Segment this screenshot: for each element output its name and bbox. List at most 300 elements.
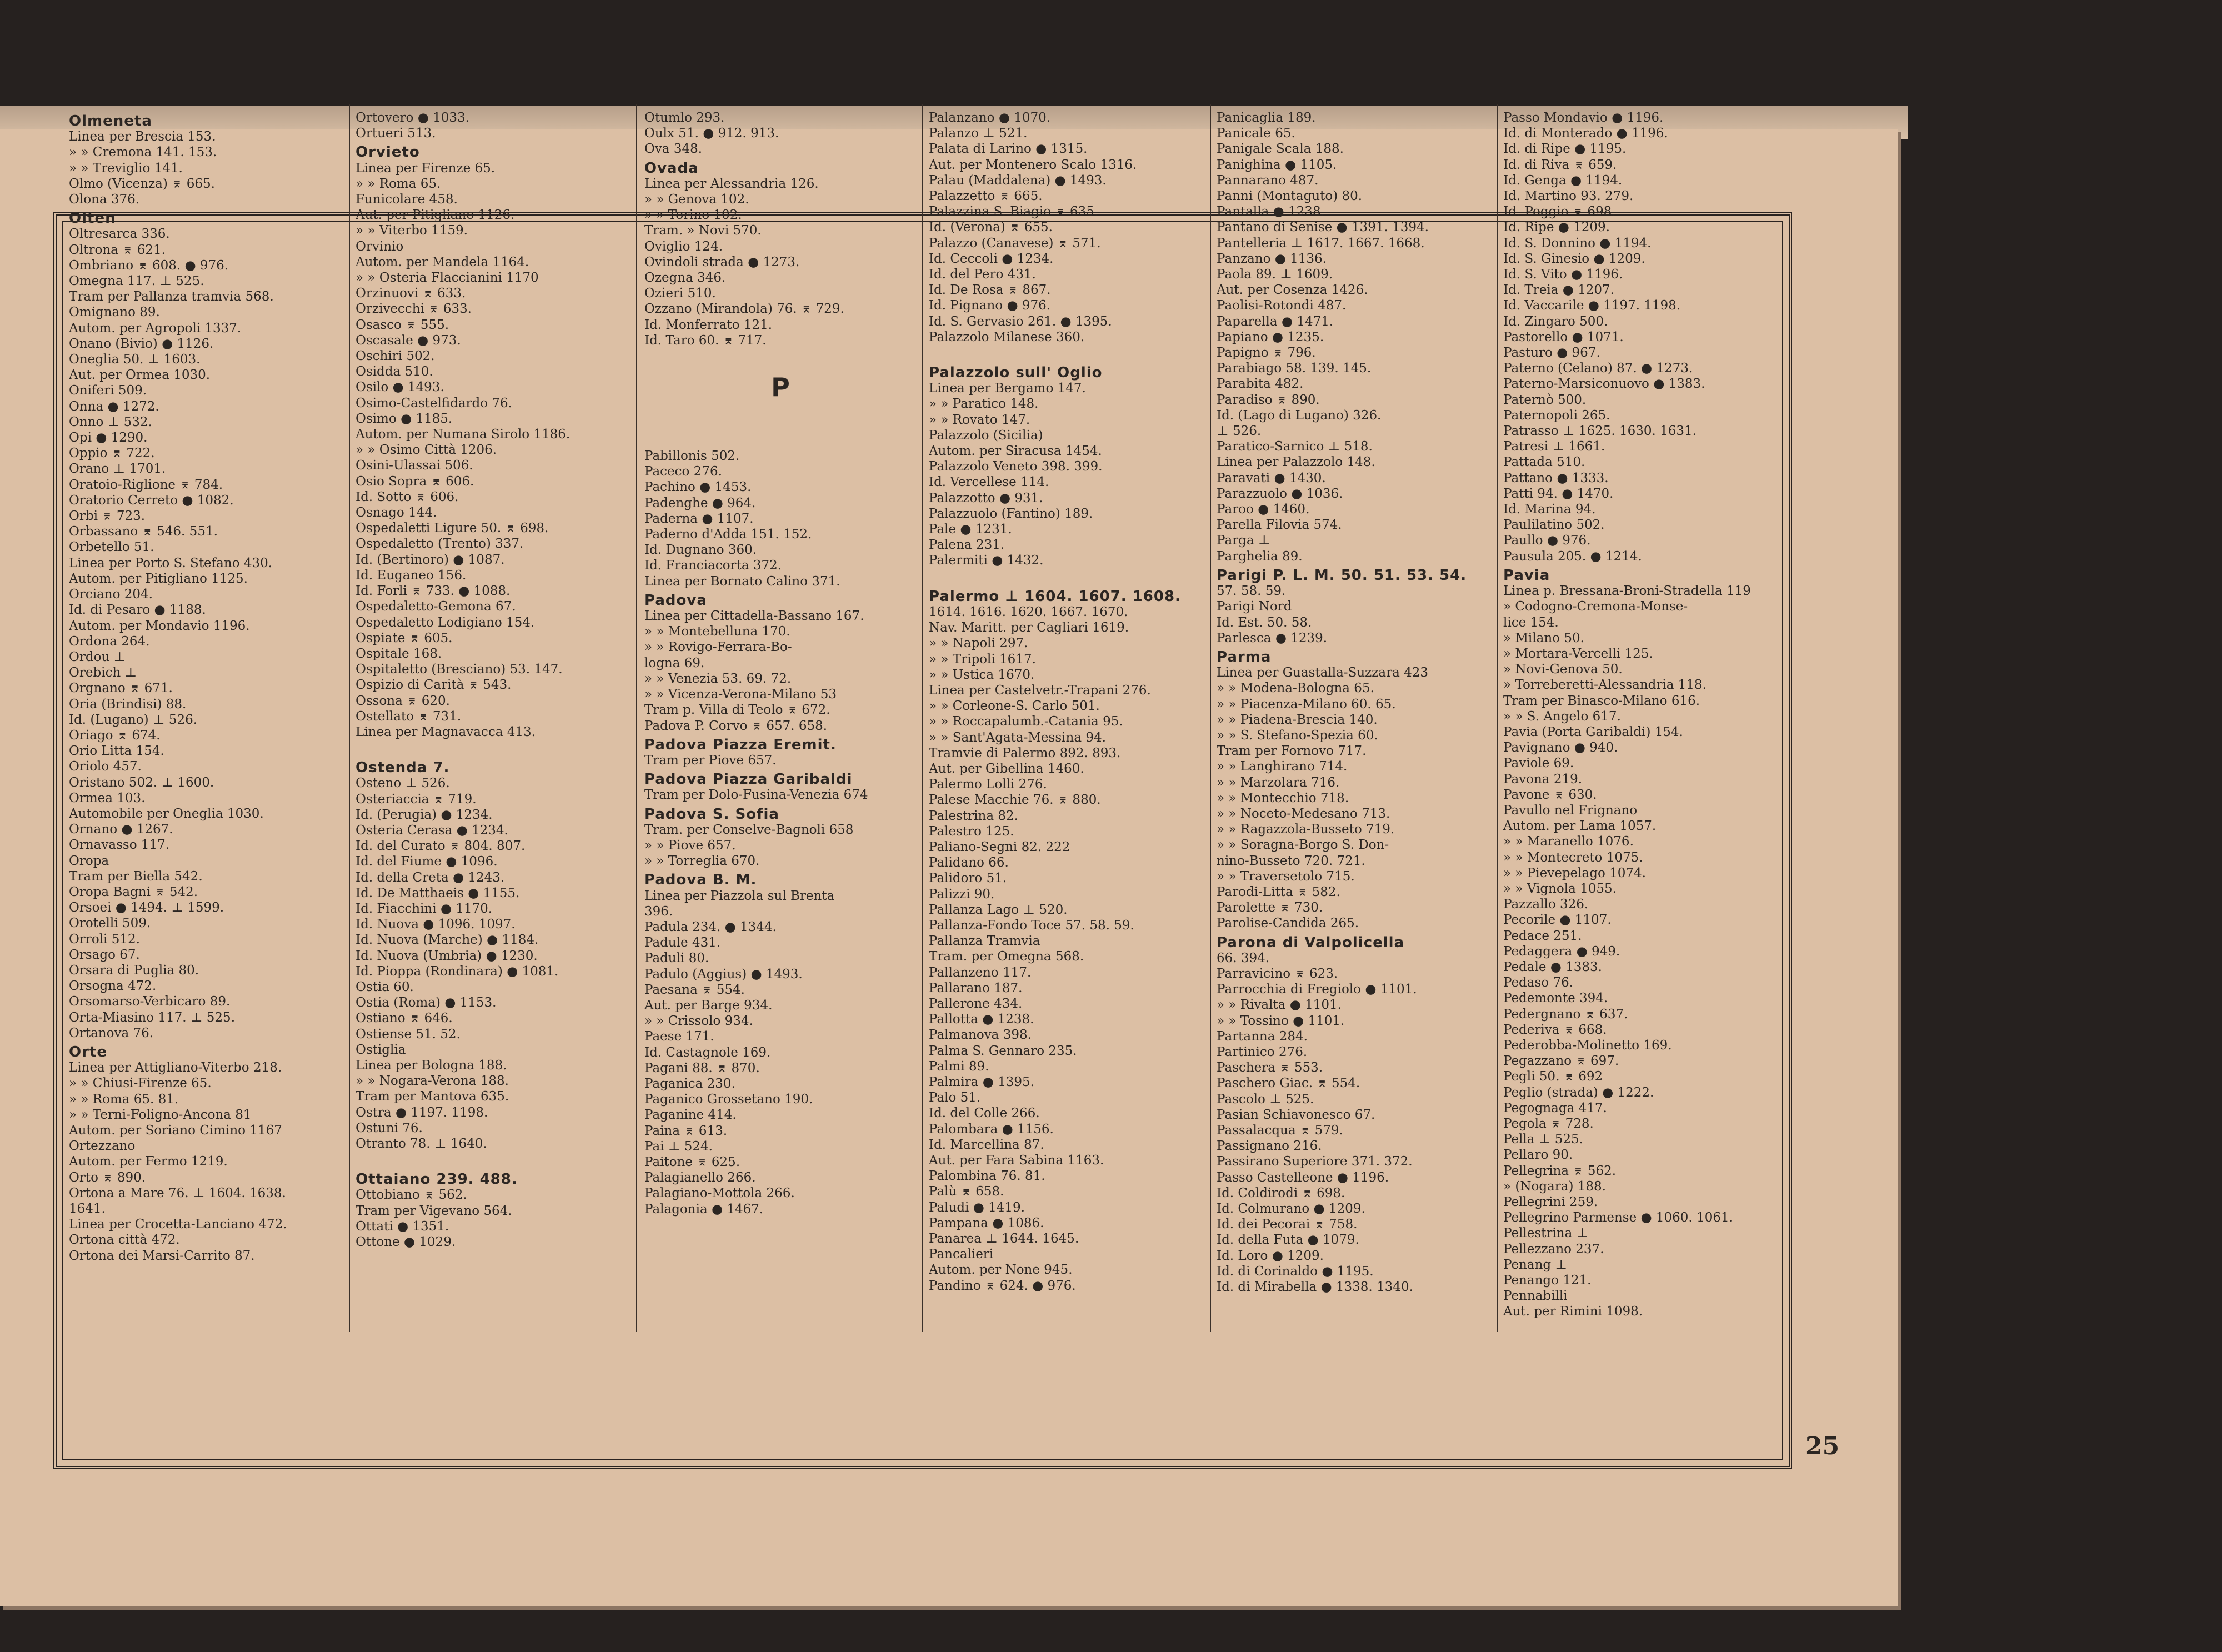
index-entry: Palena 231. <box>929 538 1005 553</box>
index-entry: Palermiti ● 1432. <box>929 553 1044 568</box>
index-entry: Linea per Attigliano-Viterbo 218. <box>69 1060 282 1075</box>
index-entry: Id. Marina 94. <box>1503 502 1596 517</box>
index-entry: » » Vignola 1055. <box>1503 881 1617 896</box>
index-entry: Pazzallo 326. <box>1503 897 1589 912</box>
index-entry: » Codogno-Cremona-Monse- <box>1503 599 1688 614</box>
index-entry: Ordona 264. <box>69 634 150 649</box>
index-entry: Id. (Verona) ⌆ 655. <box>929 220 1053 235</box>
index-column-1 <box>69 110 341 1321</box>
index-entry: Aut. per Gibellina 1460. <box>929 761 1084 776</box>
index-entry: Paterno-Marsiconuovo ● 1383. <box>1503 377 1705 392</box>
index-entry: Ornavasso 117. <box>69 838 170 853</box>
index-entry: » » Rivalta ● 1101. <box>1217 998 1342 1013</box>
index-entry: Oneglia 50. ⊥ 1603. <box>69 352 201 367</box>
index-entry: Pallerone 434. <box>929 996 1023 1011</box>
index-entry: Nav. Maritt. per Cagliari 1619. <box>929 620 1129 635</box>
index-entry: Autom. per Fermo 1219. <box>69 1154 228 1169</box>
index-entry: Id. Franciacorta 372. <box>644 558 782 573</box>
index-entry: Osimo-Castelfidardo 76. <box>356 396 512 411</box>
index-entry: Autom. per None 945. <box>929 1263 1073 1278</box>
index-entry: Parabita 482. <box>1217 377 1304 392</box>
index-entry: Partanna 284. <box>1217 1029 1308 1044</box>
index-entry: Ostellato ⌆ 731. <box>356 709 462 724</box>
index-entry: Patresi ⊥ 1661. <box>1503 439 1605 454</box>
index-entry: Panzano ● 1136. <box>1217 251 1327 266</box>
index-entry: Id. Est. 50. 58. <box>1217 615 1312 630</box>
index-entry: » » Torreglia 670. <box>644 854 760 869</box>
index-entry <box>356 740 628 757</box>
index-entry: Patti 94. ● 1470. <box>1503 486 1614 501</box>
index-entry: Paitone ⌆ 625. <box>644 1154 740 1169</box>
index-entry: Oviglio 124. <box>644 239 723 254</box>
index-entry: Osasco ⌆ 555. <box>356 317 449 332</box>
index-entry: Palanzo ⊥ 521. <box>929 126 1028 141</box>
index-entry: Autom. per Agropoli 1337. <box>69 321 242 336</box>
index-entry: Parodi-Litta ⌆ 582. <box>1217 884 1340 899</box>
index-entry: Oltresarca 336. <box>69 227 170 242</box>
index-entry: Autom. per Mandela 1164. <box>356 254 529 269</box>
index-entry: Osteno ⊥ 526. <box>356 776 450 791</box>
index-entry: Tram per Dolo-Fusina-Venezia 674 <box>644 788 868 803</box>
index-entry: » » Montecreto 1075. <box>1503 850 1643 865</box>
index-entry: Onna ● 1272. <box>69 399 159 414</box>
index-entry: Orotelli 509. <box>69 916 151 931</box>
index-entry: Id. del Curato ⌆ 804. 807. <box>356 839 526 854</box>
index-entry: » » Montebelluna 170. <box>644 624 790 639</box>
index-entry: Palestrina 82. <box>929 808 1018 823</box>
index-entry: Paina ⌆ 613. <box>644 1123 728 1138</box>
index-entry: Id. Treia ● 1207. <box>1503 283 1614 298</box>
index-entry: Aut. per Cosenza 1426. <box>1217 283 1368 298</box>
index-entry: Onno ⊥ 532. <box>69 414 152 429</box>
index-entry: » » Tripoli 1617. <box>929 652 1036 667</box>
index-entry: Palizzi 90. <box>929 887 995 902</box>
index-entry: Orroli 512. <box>69 932 140 947</box>
index-entry: Ospedaletto-Gemona 67. <box>356 599 516 614</box>
index-entry: » » Chiusi-Firenze 65. <box>69 1076 212 1091</box>
index-entry: Oriolo 457. <box>69 759 142 774</box>
index-entry: Osnago 144. <box>356 505 437 520</box>
index-heading: Ovada <box>644 160 699 176</box>
index-entry: Palagonia ● 1467. <box>644 1202 764 1217</box>
index-entry: Parazzuolo ● 1036. <box>1217 486 1343 501</box>
index-entry: 396. <box>644 904 673 919</box>
index-entry: Paullo ● 976. <box>1503 533 1591 548</box>
index-entry: 66. 394. <box>1217 950 1270 965</box>
index-entry: Pastorello ● 1071. <box>1503 329 1624 344</box>
index-entry: Otumlo 293. <box>644 111 725 125</box>
index-heading: Padova Piazza Garibaldi <box>644 772 853 788</box>
index-entry: Paviole 69. <box>1503 756 1574 771</box>
index-entry: 1641. <box>69 1202 106 1217</box>
index-entry: Orsoei ● 1494. ⊥ 1599. <box>69 900 224 915</box>
index-heading: Padova S. Sofia <box>644 806 779 822</box>
index-entry: Paulilatino 502. <box>1503 518 1605 533</box>
index-entry: Id. Castagnole 169. <box>644 1045 771 1060</box>
index-entry: Pederobba-Molinetto 169. <box>1503 1038 1672 1053</box>
index-entry: Id. De Matthaeis ● 1155. <box>356 885 520 900</box>
index-entry: Id. Loro ● 1209. <box>1217 1248 1324 1263</box>
index-entry: » » Pievepelago 1074. <box>1503 865 1646 880</box>
index-entry: Id. Pignano ● 976. <box>929 298 1051 313</box>
index-entry: Palestro 125. <box>929 824 1014 839</box>
index-entry: Partinico 276. <box>1217 1044 1308 1059</box>
index-entry: Oristano 502. ⊥ 1600. <box>69 775 214 790</box>
index-entry: » » Corleone-S. Carlo 501. <box>929 699 1100 714</box>
index-entry: Id. Dugnano 360. <box>644 543 757 558</box>
index-entry: » » Napoli 297. <box>929 636 1028 651</box>
index-entry: Pellegrini 259. <box>1503 1195 1598 1210</box>
index-entry: Pantalla ● 1238. <box>1217 204 1325 219</box>
index-entry: Id. Martino 93. 279. <box>1503 189 1634 204</box>
index-entry: Pellegrina ⌆ 562. <box>1503 1163 1617 1178</box>
index-entry: Aut. per Fara Sabina 1163. <box>929 1153 1104 1168</box>
index-entry: Pannarano 487. <box>1217 173 1319 188</box>
index-heading: Olmeneta <box>69 113 152 129</box>
index-entry: Ospiate ⌆ 605. <box>356 630 453 645</box>
index-entry: Autom. per Soriano Cimino 1167 <box>69 1123 282 1138</box>
index-entry: Pedaso 76. <box>1503 975 1574 990</box>
index-entry: Pavignano ● 940. <box>1503 740 1618 755</box>
index-entry: Orio Litta 154. <box>69 744 164 759</box>
index-entry: » » Soragna-Borgo S. Don- <box>1217 838 1389 853</box>
index-entry: Padule 431. <box>644 935 721 950</box>
index-entry: Pavone ⌆ 630. <box>1503 787 1597 802</box>
index-entry: Pederiva ⌆ 668. <box>1503 1022 1607 1037</box>
index-entry: » » Nogara-Verona 188. <box>356 1074 509 1089</box>
index-entry: Oropa <box>69 853 109 868</box>
index-entry <box>929 569 1201 585</box>
index-heading: Palazzolo sull' Oglio <box>929 365 1103 381</box>
index-entry: » » Tossino ● 1101. <box>1217 1013 1345 1028</box>
index-entry <box>929 345 1201 362</box>
index-entry: Penango 121. <box>1503 1273 1592 1288</box>
index-entry: Patrasso ⊥ 1625. 1630. 1631. <box>1503 424 1696 439</box>
index-entry: Id. (Lugano) ⊥ 526. <box>69 712 198 727</box>
index-entry <box>356 1152 628 1168</box>
index-entry: Orbi ⌆ 723. <box>69 509 146 524</box>
index-entry: Id. Genga ● 1194. <box>1503 173 1623 188</box>
index-entry: Pavullo nel Frignano <box>1503 803 1638 818</box>
index-entry: » » Paratico 148. <box>929 397 1039 412</box>
index-entry: Linea per Porto S. Stefano 430. <box>69 555 273 570</box>
index-entry: Ottobiano ⌆ 562. <box>356 1188 467 1203</box>
index-entry: Panni (Montaguto) 80. <box>1217 189 1363 204</box>
index-entry: Palau (Maddalena) ● 1493. <box>929 173 1107 188</box>
index-entry: Pattada 510. <box>1503 455 1585 470</box>
index-entry: Paludi ● 1419. <box>929 1200 1025 1215</box>
index-entry: Palombina 76. 81. <box>929 1169 1045 1184</box>
index-entry: Orto ⌆ 890. <box>69 1170 146 1185</box>
index-entry: Ospedaletto Lodigiano 154. <box>356 615 535 630</box>
column-divider <box>636 104 637 1332</box>
index-entry: Paratico-Sarnico ⊥ 518. <box>1217 439 1373 454</box>
index-entry: Id. di Riva ⌆ 659. <box>1503 157 1617 172</box>
index-entry: Linea per Bergamo 147. <box>929 381 1086 396</box>
index-heading: Parma <box>1217 649 1272 665</box>
index-heading: Orte <box>69 1044 107 1060</box>
index-entry: Opi ● 1290. <box>69 430 148 445</box>
index-entry: Id. S. Gervasio 261. ● 1395. <box>929 314 1112 329</box>
index-entry: Oulx 51. ● 912. 913. <box>644 126 779 141</box>
index-entry: » » Roma 65. 81. <box>69 1092 179 1107</box>
index-entry: Paschero Giac. ⌆ 554. <box>1217 1076 1360 1091</box>
index-entry: Ottati ● 1351. <box>356 1219 449 1234</box>
index-entry: 57. 58. 59. <box>1217 584 1286 599</box>
index-entry: Orciano 204. <box>69 587 153 602</box>
index-entry: Id. del Pero 431. <box>929 267 1036 282</box>
index-entry: 1614. 1616. 1620. 1667. 1670. <box>929 604 1128 619</box>
index-entry: Palagianello 266. <box>644 1170 756 1185</box>
index-heading: Parigi P. L. M. 50. 51. 53. 54. <box>1217 567 1467 584</box>
index-entry: Aut. per Montenero Scalo 1316. <box>929 157 1137 172</box>
index-entry: Passirano Superiore 371. 372. <box>1217 1154 1413 1169</box>
index-entry: Pegola ⌆ 728. <box>1503 1117 1594 1131</box>
index-entry: Id. Pioppa (Rondinara) ● 1081. <box>356 964 559 979</box>
index-entry: Oratorio Cerreto ● 1082. <box>69 493 234 508</box>
index-entry: Palidoro 51. <box>929 871 1007 886</box>
index-entry: » » Langhirano 714. <box>1217 759 1348 774</box>
index-entry: Id. dei Pecorai ⌆ 758. <box>1217 1217 1358 1232</box>
index-entry: Tram. per Conselve-Bagnoli 658 <box>644 822 854 837</box>
index-entry: Paganine 414. <box>644 1108 737 1123</box>
index-entry: » » Roccapalumb.-Catania 95. <box>929 714 1123 729</box>
index-heading: Padova Piazza Eremit. <box>644 737 837 753</box>
index-entry: Paduli 80. <box>644 951 709 966</box>
index-entry: Parigi Nord <box>1217 599 1292 614</box>
index-entry: Autom. per Mondavio 1196. <box>69 618 250 633</box>
index-entry: lice 154. <box>1503 615 1559 630</box>
index-entry: Automobile per Oneglia 1030. <box>69 806 264 821</box>
index-entry: Paola 89. ⊥ 1609. <box>1217 267 1333 282</box>
index-entry: Palagiano-Mottola 266. <box>644 1186 795 1201</box>
index-entry: Id. Nuova ● 1096. 1097. <box>356 917 516 932</box>
index-entry: Pavona 219. <box>1503 772 1583 787</box>
index-entry: Palmi 89. <box>929 1059 989 1074</box>
index-entry: nino-Busseto 720. 721. <box>1217 853 1365 868</box>
index-entry: Osimo ● 1185. <box>356 411 453 426</box>
index-entry: Pegli 50. ⌆ 692 <box>1503 1069 1603 1084</box>
index-entry: Oppio ⌆ 722. <box>69 446 155 461</box>
index-entry: Ostuni 76. <box>356 1120 423 1135</box>
index-heading: Pavia <box>1503 567 1550 584</box>
index-entry: Tram p. Villa di Teolo ⌆ 672. <box>644 703 830 718</box>
index-entry: Ottone ● 1029. <box>356 1235 456 1250</box>
index-entry: Passo Castelleone ● 1196. <box>1217 1170 1389 1185</box>
index-entry: » » Terni-Foligno-Ancona 81 <box>69 1107 252 1122</box>
index-entry: Ortezzano <box>69 1139 136 1154</box>
index-entry: Parga ⊥ <box>1217 533 1270 548</box>
index-entry: Linea per Crocetta-Lanciano 472. <box>69 1217 287 1232</box>
index-entry: Oniferi 509. <box>69 383 147 398</box>
index-entry: Ostra ● 1197. 1198. <box>356 1105 488 1120</box>
index-entry: Pasian Schiavonesco 67. <box>1217 1107 1375 1122</box>
index-heading: Palermo ⊥ 1604. 1607. 1608. <box>929 588 1181 604</box>
index-entry: Paganica 230. <box>644 1076 735 1091</box>
index-entry: Id. Forli ⌆ 733. ● 1088. <box>356 584 511 599</box>
index-entry: Linea per Castelvetr.-Trapani 276. <box>929 683 1151 698</box>
index-entry: Linea per Firenze 65. <box>356 161 496 176</box>
index-entry: Ospedaletti Ligure 50. ⌆ 698. <box>356 521 549 536</box>
index-entry: Parghelia 89. <box>1217 549 1303 564</box>
index-entry: Panighina ● 1105. <box>1217 157 1337 172</box>
index-entry: Pausula 205. ● 1214. <box>1503 549 1642 564</box>
index-entry: Ostia 60. <box>356 979 414 994</box>
index-entry: » Milano 50. <box>1503 630 1584 645</box>
index-entry: Pampana ● 1086. <box>929 1215 1044 1230</box>
index-entry: Papiano ● 1235. <box>1217 329 1324 344</box>
column-divider <box>349 104 350 1332</box>
index-entry: Pellestrina ⊥ <box>1503 1226 1589 1241</box>
index-entry: Id. Monferrato 121. <box>644 317 773 332</box>
index-entry: Palù ⌆ 658. <box>929 1184 1004 1199</box>
index-entry: Tram per Piove 657. <box>644 753 777 768</box>
index-entry: Otranto 78. ⊥ 1640. <box>356 1137 487 1151</box>
index-entry: Pella ⊥ 525. <box>1503 1132 1583 1147</box>
index-entry: Pallotta ● 1238. <box>929 1012 1034 1027</box>
index-entry: Pennabilli <box>1503 1289 1568 1304</box>
index-entry: Id. della Creta ● 1243. <box>356 870 505 885</box>
index-entry: » » Venezia 53. 69. 72. <box>644 671 792 686</box>
index-entry: Ortanova 76. <box>69 1025 154 1040</box>
index-entry: Oltrona ⌆ 621. <box>69 242 166 257</box>
index-entry: Pantano di Senise ● 1391. 1394. <box>1217 220 1429 235</box>
index-heading: Padova <box>644 592 707 609</box>
index-entry: Tramvie di Palermo 892. 893. <box>929 745 1121 760</box>
index-entry: Id. Fiacchini ● 1170. <box>356 901 493 916</box>
index-entry: Osilo ● 1493. <box>356 380 444 395</box>
index-entry: Padenghe ● 964. <box>644 495 756 510</box>
index-entry: Orsomarso-Verbicaro 89. <box>69 994 231 1009</box>
index-entry: Id. Nuova (Umbria) ● 1230. <box>356 948 538 963</box>
index-entry: Paparella ● 1471. <box>1217 314 1334 329</box>
index-entry: Linea per Piazzola sul Brenta <box>644 888 835 903</box>
index-entry: Id. Coldirodi ⌆ 698. <box>1217 1185 1345 1200</box>
index-entry: Tram per Fornovo 717. <box>1217 744 1367 759</box>
index-entry: Autom. per Pitigliano 1125. <box>69 571 248 586</box>
index-entry: Palazzetto ⌆ 665. <box>929 189 1043 204</box>
index-entry: Id. di Ripe ● 1195. <box>1503 142 1627 157</box>
index-entry: Aut. per Rimini 1098. <box>1503 1304 1643 1319</box>
index-entry: Ostiano ⌆ 646. <box>356 1011 453 1026</box>
index-heading: Parona di Valpolicella <box>1217 934 1405 950</box>
index-entry: Osteriaccia ⌆ 719. <box>356 792 477 807</box>
index-entry: Linea per Bornato Calino 371. <box>644 574 840 589</box>
index-entry: Osidda 510. <box>356 364 433 379</box>
index-entry: Tram per Binasco-Milano 616. <box>1503 693 1700 708</box>
index-entry: Ostiense 51. 52. <box>356 1027 461 1042</box>
index-entry: Padula 234. ● 1344. <box>644 919 777 934</box>
index-entry: Pedemonte 394. <box>1503 991 1608 1006</box>
index-entry: » » Modena-Bologna 65. <box>1217 681 1374 696</box>
index-column-2 <box>356 110 628 1321</box>
index-entry: Parrocchia di Fregiolo ● 1101. <box>1217 982 1417 997</box>
index-entry: » » Sant'Agata-Messina 94. <box>929 730 1106 745</box>
index-entry: Pavia (Porta Garibaldi) 154. <box>1503 724 1683 739</box>
index-entry: Pantelleria ⊥ 1617. 1667. 1668. <box>1217 236 1425 251</box>
index-entry: » » Piadena-Brescia 140. <box>1217 712 1378 727</box>
index-entry: Paliano-Segni 82. 222 <box>929 839 1070 854</box>
index-entry: Id. Ripe ● 1209. <box>1503 220 1610 235</box>
column-divider <box>1497 104 1498 1332</box>
page-number: 25 <box>1805 1432 1840 1460</box>
index-entry: Osini-Ulassai 506. <box>356 458 473 473</box>
index-column-4 <box>929 110 1201 1321</box>
index-entry: Paravati ● 1430. <box>1217 470 1326 485</box>
index-entry: Orebich ⊥ <box>69 665 137 680</box>
index-entry: Palazzo (Canavese) ⌆ 571. <box>929 236 1101 251</box>
index-entry: Passo Mondavio ● 1196. <box>1503 111 1664 125</box>
index-entry: » » Rovigo-Ferrara-Bo- <box>644 640 792 655</box>
index-entry: Paternopoli 265. <box>1503 408 1610 423</box>
index-entry: Pattano ● 1333. <box>1503 470 1609 485</box>
index-entry: Autom. per Siracusa 1454. <box>929 444 1102 459</box>
index-entry: Oschiri 502. <box>356 349 435 364</box>
index-entry: Olmo (Vicenza) ⌆ 665. <box>69 176 215 191</box>
index-entry: Ormea 103. <box>69 790 146 805</box>
index-entry: Ostiglia <box>356 1042 406 1057</box>
index-entry: Ospizio di Carità ⌆ 543. <box>356 678 512 693</box>
index-entry: Panicaglia 189. <box>1217 111 1316 125</box>
index-entry: Id. Vaccarile ● 1197. 1198. <box>1503 298 1681 313</box>
index-entry: Orano ⊥ 1701. <box>69 462 166 477</box>
index-entry: Ordou ⊥ <box>69 649 126 664</box>
index-entry: Ospedaletto (Trento) 337. <box>356 537 524 552</box>
index-entry: Orbetello 51. <box>69 540 154 555</box>
index-entry: Id. Ceccoli ● 1234. <box>929 251 1054 266</box>
index-entry: » » Crissolo 934. <box>644 1014 753 1029</box>
index-entry: Pallanza-Fondo Toce 57. 58. 59. <box>929 918 1134 933</box>
index-entry: Padova P. Corvo ⌆ 657. 658. <box>644 718 828 733</box>
index-entry: Parravicino ⌆ 623. <box>1217 966 1338 981</box>
index-entry: Ombriano ⌆ 608. ● 976. <box>69 258 229 273</box>
index-entry: Autom. per Lama 1057. <box>1503 819 1657 834</box>
index-entry: Orzinuovi ⌆ 633. <box>356 286 466 301</box>
index-entry: Tram per Mantova 635. <box>356 1089 509 1104</box>
index-entry: Ortona a Mare 76. ⊥ 1604. 1638. <box>69 1185 286 1200</box>
index-entry: Id. del Fiume ● 1096. <box>356 854 498 869</box>
index-entry: Pegazzano ⌆ 697. <box>1503 1054 1619 1069</box>
index-entry: Olona 376. <box>69 192 140 207</box>
index-entry: Aut. per Ormea 1030. <box>69 368 211 383</box>
index-entry: Id. S. Vito ● 1196. <box>1503 267 1623 282</box>
index-entry: » » Noceto-Medesano 713. <box>1217 806 1390 821</box>
index-entry: Ossona ⌆ 620. <box>356 693 450 708</box>
index-entry: Oropa Bagni ⌆ 542. <box>69 884 198 899</box>
index-entry: Id. (Bertinoro) ● 1087. <box>356 552 505 567</box>
index-entry: Pachino ● 1453. <box>644 480 752 495</box>
index-entry: Ospitale 168. <box>356 646 442 661</box>
index-entry: Palazzuolo (Fantino) 189. <box>929 506 1093 521</box>
index-entry: Oscasale ● 973. <box>356 333 461 348</box>
index-entry: Pandino ⌆ 624. ● 976. <box>929 1278 1076 1293</box>
index-column-3 <box>644 110 917 1321</box>
index-entry: Paolisi-Rotondi 487. <box>1217 298 1347 313</box>
index-heading: Ostenda 7. <box>356 760 450 776</box>
index-entry: Palanzano ● 1070. <box>929 111 1051 125</box>
index-entry: Orgnano ⌆ 671. <box>69 681 173 696</box>
index-entry: Osio Sopra ⌆ 606. <box>356 474 474 489</box>
index-entry: Orbassano ⌆ 546. 551. <box>69 524 218 539</box>
index-entry: » » Piove 657. <box>644 838 736 853</box>
index-entry: Ova 348. <box>644 142 703 157</box>
index-entry: Panigale Scala 188. <box>1217 142 1344 157</box>
index-entry: Linea p. Bressana-Broni-Stradella 119 <box>1503 584 1751 599</box>
index-entry: Padulo (Aggius) ● 1493. <box>644 967 803 982</box>
index-entry: Ortovero ● 1033. <box>356 111 469 125</box>
index-entry: Pedace 251. <box>1503 928 1582 943</box>
index-entry: Ozegna 346. <box>644 271 726 286</box>
